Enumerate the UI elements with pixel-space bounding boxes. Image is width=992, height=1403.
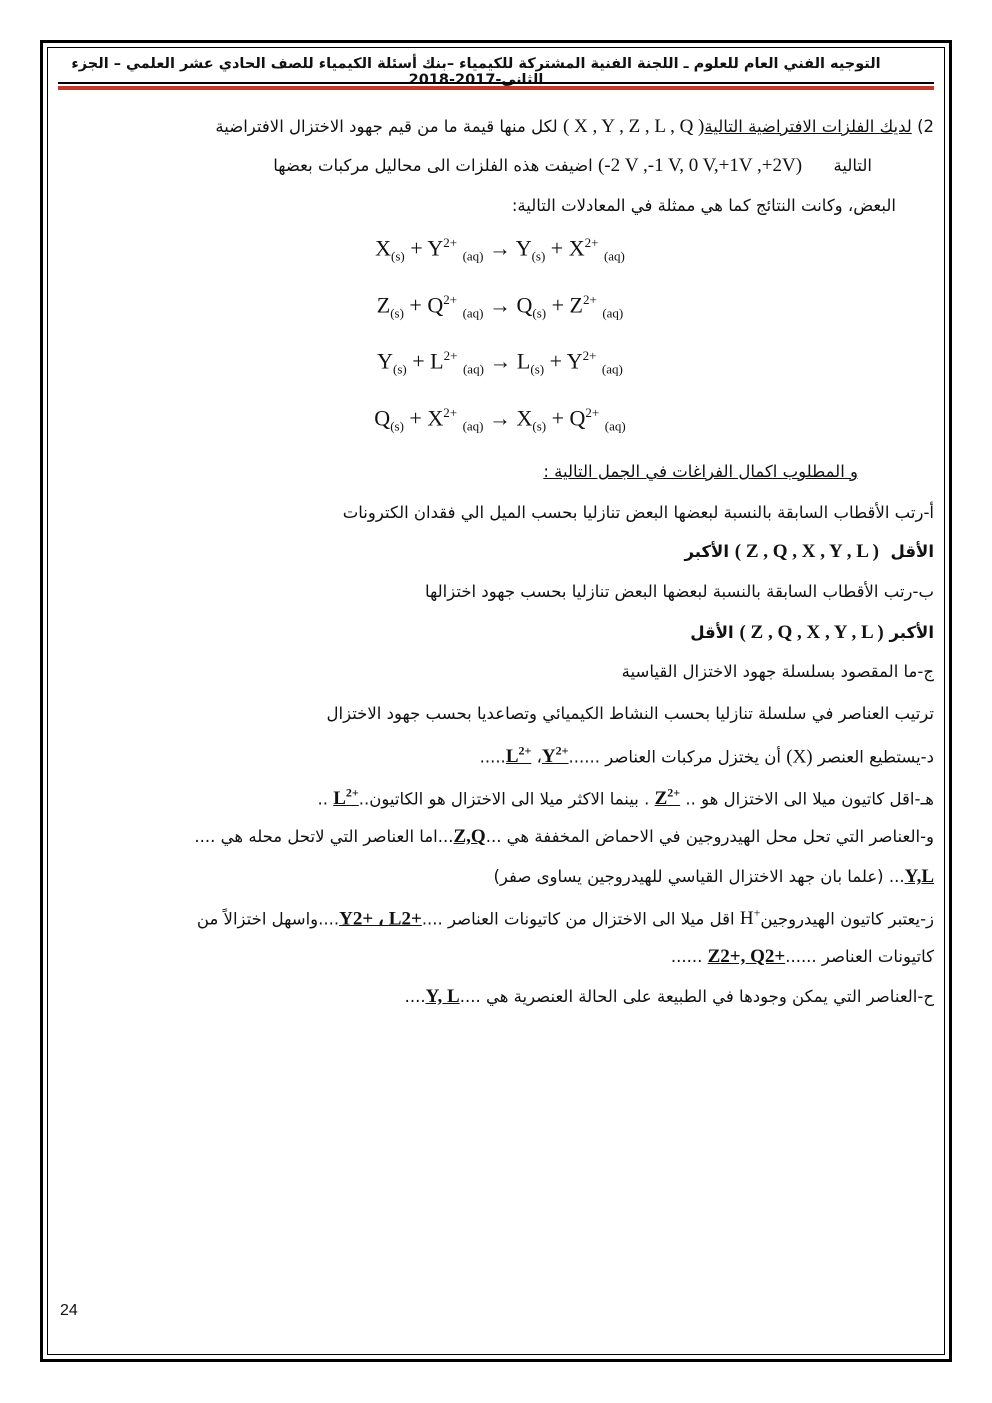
item-h: ح-العناصر التي يمكن وجودها في الطبيعة على الحالة العنصرية هي ....Y, L.... [404, 986, 934, 1007]
equation-3: $Y_{(s)} + L^{2+}$ $_{(aq)} \to L_{(s)} + Y^{2+}$ $_{(aq)}$ [377, 348, 623, 377]
item-b-answer: الأكبر ( Z , Q , X , Y , L ) الأقل [690, 622, 934, 643]
equation-2: $Z_{(s)} + Q^{2+}$ $_{(aq)} \to Q_{(s)} + Z^{2+}$ $_{(aq)}$ [376, 292, 624, 321]
equation-4: $Q_{(s)} + X^{2+}$ $_{(aq)} \to X_{(s)} + Q^{2+}$ $_{(aq)}$ [374, 405, 626, 434]
item-f-line-2: Y,L... (علما بان جهد الاختزال القياسي للهيدروجين يساوى صفر) [493, 866, 934, 887]
question-line-1: 2) لديك الفلزات الافتراضية التالية( X , Y , Z , L , Q ) لكل منها قيمة ما من قيم جهود الاختزال الافتراضية [215, 116, 934, 137]
item-c-answer: ترتيب العناصر في سلسلة تنازليا بحسب النشاط الكيميائي وتصاعديا بحسب جهود الاختزال [326, 704, 934, 723]
page-number: 24 [60, 1302, 78, 1319]
header-rule-red [58, 86, 934, 90]
item-e: هـ-اقل كاتيون ميلا الى الاختزال هو .. $Z^{2+}$ . بينما الاكثر ميلا الى الاختزال هو $الكاتيون..L^{2+}$ .. [317, 786, 934, 810]
equation-1: $X_{(s)} + Y^{2+}$ $_{(aq)} \to Y_{(s)} + X^{2+}$ $_{(aq)}$ [375, 235, 625, 264]
question-line-2: التالية (-2 V ,-1 V, 0 V,+1V ,+2V) اضيفت هذه الفلزات الى محاليل مركبات بعضها [273, 155, 872, 176]
item-b-question: ب-رتب الأقطاب السابقة بالنسبة لبعضها البعض تنازليا بحسب جهود اختزالها [425, 582, 934, 601]
item-e-answer-2: $L^{2+}$ [333, 786, 359, 810]
item-f-line-1: و-العناصر التي تحل محل الهيدروجين في الاحماض المخففة هي ...Z,Q...اما العناصر التي لاتحل محله هي .... [194, 826, 934, 847]
item-a-question: أ-رتب الأقطاب السابقة بالنسبة لبعضها البعض تنازليا بحسب الميل الي فقدان الكترونات [342, 503, 934, 522]
page-header: التوجيه الفني العام للعلوم ـ اللجنة الفنية المشتركة للكيمياء –بنك أسئلة الكيمياء للصف الحادي عشر العلمي – الجزء الثاني-2017-2018 [71, 56, 881, 88]
item-d-answer-1: $Y^{2+}$ [541, 744, 569, 768]
item-e-answer-1: $Z^{2+}$ [654, 786, 681, 810]
item-a-answer: الأقل ( Z , Q , X , Y , L ) الأكبر [684, 541, 934, 562]
item-d: د-يستطيع العنصر (X) أن يختزل مركبات العناصر $......Y^{2+}،$ $L^{2+}$..... [479, 744, 934, 768]
header-rule [58, 82, 934, 84]
question-line-3: البعض، وكانت النتائج كما هي ممثلة في المعادلات التالية: [511, 196, 896, 215]
item-g-line-1: ز-يعتبر كاتيون الهيدروجينH+ اقل ميلا الى الاختزال من كاتيونات العناصر ....Y2+ ، L2+....واسهل اختزالاً من [196, 906, 934, 930]
item-g-line-2: كاتيونات العناصر ......Z2+, Q2+ ...... [670, 946, 934, 967]
required-heading: و المطلوب اكمال الفراغات في الجمل التالية : [543, 462, 858, 481]
item-c-question: ج-ما المقصود بسلسلة جهود الاختزال القياسية [621, 662, 934, 681]
item-d-answer-2: $L^{2+}$ [505, 744, 532, 768]
